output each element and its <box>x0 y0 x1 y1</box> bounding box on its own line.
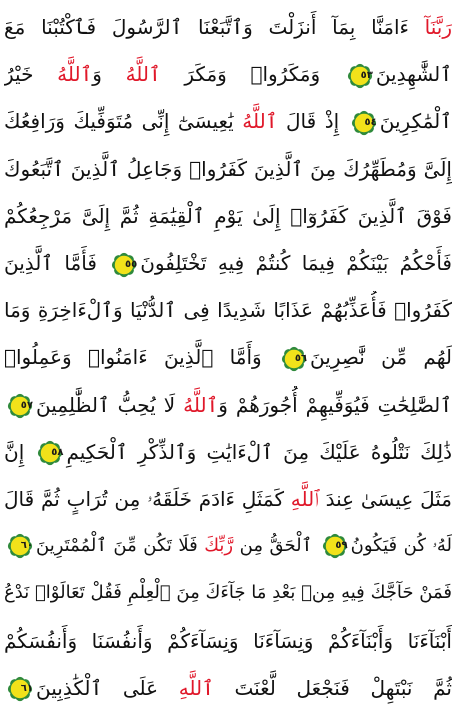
verse-text: ٱلْحَقُّ مِن <box>233 535 319 557</box>
verse-text: ٱلْمَٰكِرِينَ <box>379 109 452 134</box>
verse-line <box>4 244 452 282</box>
divine-name-text: ٱللَّهِ <box>178 675 214 700</box>
verse-text: وَمَكَرُوا۟ وَمَكَرَ <box>160 62 344 87</box>
verse-line <box>4 8 452 46</box>
verse-text: ءَامَنَّا بِمَآ أَنزَلْتَ وَٱتَّبَعْنَا ٱلرَّسُولَ فَٱكْتُبْنَا مَعَ <box>4 15 425 39</box>
ayah-number-marker <box>7 533 33 559</box>
ayah-number: ٥٨ <box>51 447 64 459</box>
verse-text: لَهُۥ كُن فَيَكُونُ <box>350 535 452 557</box>
divine-name-text: رَبَّنَآ <box>424 15 452 39</box>
verse-text: ٱلشَّٰهِدِينَ <box>375 62 452 87</box>
ayah-number: ٦٠ <box>20 540 33 552</box>
verse-line <box>4 386 452 424</box>
ayah-number-marker <box>37 440 63 466</box>
ayah-number: ٥٧ <box>20 400 33 412</box>
divine-name-text: ٱللَّهُ <box>183 392 219 417</box>
ayah-number-marker <box>111 252 137 278</box>
verse-line <box>4 150 452 188</box>
verse-line <box>4 338 452 376</box>
verse-line <box>4 527 452 565</box>
verse-text: أَبْنَآءَنَا وَأَبْنَآءَكُمْ وَنِسَآءَنَا وَنِسَآءَكُمْ وَأَنفُسَنَا وَأَنفُسَكُمْ <box>4 628 452 653</box>
divine-name-text: رَّبِّكَ <box>204 535 234 557</box>
ayah-number-marker <box>281 346 307 372</box>
verse-text: ذَٰلِكَ نَتْلُوهُ عَلَيْكَ مِنَ ٱلْءَايَٰتِ وَٱلذِّكْرِ ٱلْحَكِيمِ <box>66 439 452 464</box>
verse-text: ثُمَّ نَبْتَهِلْ فَنَجْعَل لَّعْنَتَ <box>213 675 452 700</box>
ayah-number: ٦١ <box>20 683 33 695</box>
verse-text: وَ <box>92 62 126 87</box>
verse-line <box>4 669 452 707</box>
verse-text: لَا يُحِبُّ ٱلظَّٰلِمِينَ <box>36 392 184 417</box>
ayah-number: ٥٥ <box>125 258 138 270</box>
verse-text: إِنَّ <box>4 439 35 464</box>
ayah-number-marker <box>7 676 33 702</box>
verse-line <box>4 55 452 93</box>
verse-line <box>4 102 452 140</box>
verse-text: فَلَا تَكُن مِّنَ ٱلْمُمْتَرِينَ <box>36 535 205 557</box>
ayah-number-marker <box>351 110 377 136</box>
verse-text: يَٰعِيسَىٰٓ إِنِّى مُتَوَفِّيكَ وَرَافِعُكَ <box>4 109 243 134</box>
verse-text: وَأَمَّا ٱلَّذِينَ ءَامَنُوا۟ وَعَمِلُوا۟ <box>4 345 279 370</box>
verse-text: فَأَحْكُمُ بَيْنَكُمْ فِيمَا كُنتُمْ فِيهِ تَخْتَلِفُونَ <box>140 251 452 275</box>
ayah-number-marker <box>7 393 33 419</box>
verse-text: فَمَنْ حَآجَّكَ فِيهِ مِنۢ بَعْدِ مَا جَآءَكَ مِنَ ٱلْعِلْمِ فَقُلْ تَعَالَوْا۟ نَدْعُ <box>4 582 452 604</box>
ayah-number: ٥٣ <box>360 69 373 81</box>
verse-line <box>4 291 452 329</box>
verse-line <box>4 433 452 471</box>
verse-text: مَثَلَ عِيسَىٰ عِندَ <box>318 487 452 511</box>
verse-line <box>4 574 452 612</box>
divine-name-text: ٱللَّهُ <box>125 62 161 87</box>
verse-line <box>4 480 452 518</box>
ayah-number-marker <box>322 533 348 559</box>
ayah-number-marker <box>347 63 373 89</box>
verse-text: فَوْقَ ٱلَّذِينَ كَفَرُوٓا۟ إِلَىٰ يَوْمِ ٱلْقِيَٰمَةِ ثُمَّ إِلَىَّ مَرْجِعُكُمْ <box>4 203 452 228</box>
verse-text: فَأَمَّا ٱلَّذِينَ <box>4 251 109 275</box>
ayah-number: ٥٩ <box>335 540 348 552</box>
verse-line <box>4 622 452 660</box>
ayah-number: ٥٤ <box>364 116 377 128</box>
verse-text: كَفَرُوا۟ فَأُعَذِّبُهُمْ عَذَابًا شَدِيدًا فِى ٱلدُّنْيَا وَٱلْءَاخِرَةِ وَمَا <box>4 298 452 323</box>
divine-name-text: ٱللَّهُ <box>57 62 93 87</box>
verse-text: كَمَثَلِ ءَادَمَ خَلَقَهُۥ مِن تُرَابٍ ثُمَّ قَالَ <box>4 487 291 511</box>
verse-text: لَهُم مِّن نَّٰصِرِينَ <box>310 345 452 370</box>
divine-name-text: ٱللَّهُ <box>242 109 278 134</box>
verse-text: إِذْ قَالَ <box>277 109 348 134</box>
verse-text: عَلَى ٱلْكَٰذِبِينَ <box>36 675 179 700</box>
verse-text: ٱلصَّٰلِحَٰتِ فَيُوَفِّيهِمْ أُجُورَهُمْ وَ <box>218 392 452 417</box>
verse-text: إِلَىَّ وَمُطَهِّرُكَ مِنَ ٱلَّذِينَ كَفَرُوا۟ وَجَاعِلُ ٱلَّذِينَ ٱتَّبَعُوكَ <box>4 156 452 181</box>
ayah-number: ٥٦ <box>294 352 308 364</box>
verse-text: خَيْرُ <box>4 62 58 87</box>
divine-name-text: ٱللَّهِ <box>290 487 319 511</box>
verse-line <box>4 197 452 235</box>
